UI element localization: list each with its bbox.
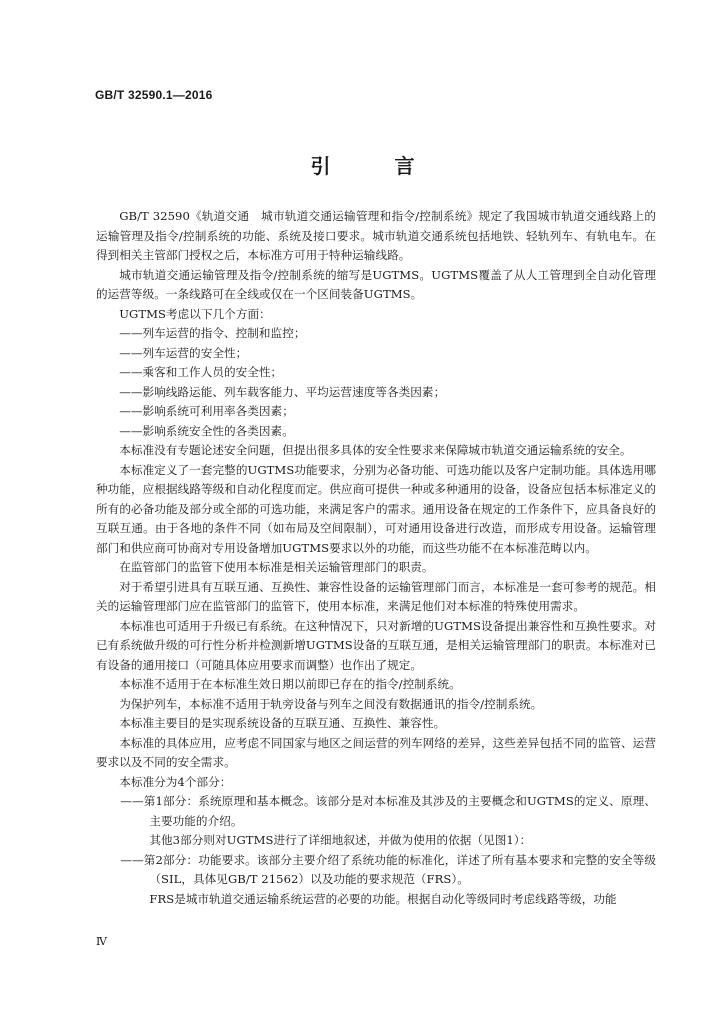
paragraph: GB/T 32590《轨道交通 城市轨道交通运输管理和指令/控制系统》规定了我国城市轨道交通线路上的运输管理及指令/控制系统的功能、系统及接口要求。城市轨道交通系统包括地铁、轻轨列车、有轨电车。在得到相关主管部门授权之后，本标准方可用于特种运输线路。 [96,209,656,262]
body-text [96,207,656,909]
list-item: ——乘客和工作人员的安全性； [119,365,283,379]
paragraph: 其他3部分则对UGTMS进行了详细地叙述，并做为使用的依据（见图1）： [149,833,532,847]
paragraph: 本标准主要目的是实现系统设备的互联互通、互换性、兼容性。 [119,716,446,730]
paragraph: 对于希望引进具有互联互通、互换性、兼容性设备的运输管理部门而言，本标准是一套可参考的规范。相关的运输管理部门应在监管部门的监管下，使用本标准，来满足他们对本标准的特殊使用需求。 [96,579,656,613]
list-item: ——影响系统可利用率各类因素； [119,404,294,418]
paragraph: 在监管部门的监管下使用本标准是相关运输管理部门的职责。 [119,560,434,574]
paragraph: 本标准也可适用于升级已有系统。在这种情况下，只对新增的UGTMS设备提出兼容性和互换性要求。对已有系统做升级的可行性分析并检测新增UGTMS设备的互联互通，是相关运输管理部门的职责。本标准对已有设备的通用接口（可随具体应用要求而调整）也作出了规定。 [96,618,656,672]
paragraph: 本标准的具体应用，应考虑不同国家与地区之间运营的列车网络的差异，这些差异包括不同的监管、运营要求以及不同的安全需求。 [96,735,656,769]
paragraph: 本标准分为4个部分： [119,774,232,789]
document-id: GB/T 32590.1—2016 [95,88,213,102]
list-item: ——列车运营的安全性； [119,345,248,360]
paragraph: 城市轨道交通运输管理及指令/控制系统的缩写是UGTMS。UGTMS覆盖了从人工管理到全自动化管理的运营等级。一条线路可在全线或仅在一个区间装备UGTMS。 [96,267,656,301]
list-item: ——影响线路运能、列车载客能力、平均运营速度等各类因素； [119,384,446,399]
paragraph: 本标准定义了一套完整的UGTMS功能要求，分别为必备功能、可选功能以及客户定制功能。具体选用哪种功能，应根据线路等级和自动化程度而定。供应商可提供一种或多种通用的设备，设备应包括本标准定义的所有的必备功能及部分或全部的可选功能，来满足客户的需求。通用设备在规定的工作条件下，应具备良好的互联互通。由于各地的条件不同（如布局及空间限制），可对通用设备进行改造，而形成专用设备。运输管理部门和供应商可协商对专用设备增加UGTMS要求以外的功能，而这些功能不在本标准范畴以内。 [96,462,656,555]
list-item: ——列车运营的指令、控制和监控； [119,326,306,340]
list-item: ——第1部分：系统原理和基本概念。该部分是对本标准及其涉及的主要概念和UGTMS的定义、原理、主要功能的介绍。 [120,794,656,828]
paragraph: 本标准不适用于在本标准生效日期以前即已存在的指令/控制系统。 [119,677,461,691]
list-item: ——影响系统安全性的各类因素。 [119,423,294,438]
paragraph: UGTMS考虑以下几个方面： [119,306,271,321]
list-item: ——第2部分：功能要求。该部分主要介绍了系统功能的标准化，详述了所有基本要求和完整的安全等级（SIL，具体见GB/T 21562）以及功能的要求规范（FRS）。 [120,852,656,886]
page-number: Ⅳ [96,935,107,948]
paragraph: 为保护列车，本标准不适用于轨旁设备与列车之间没有数据通讯的指令/控制系统。 [119,696,543,711]
paragraph: FRS是城市轨道交通运输系统运营的必要的功能。根据自动化等级同时考虑线路等级，功能 [149,891,617,906]
section-title: 引 言 [310,154,437,178]
paragraph: 本标准没有专题论述安全问题，但提出很多具体的安全性要求来保障城市轨道交通运输系统的安全。 [119,443,632,457]
